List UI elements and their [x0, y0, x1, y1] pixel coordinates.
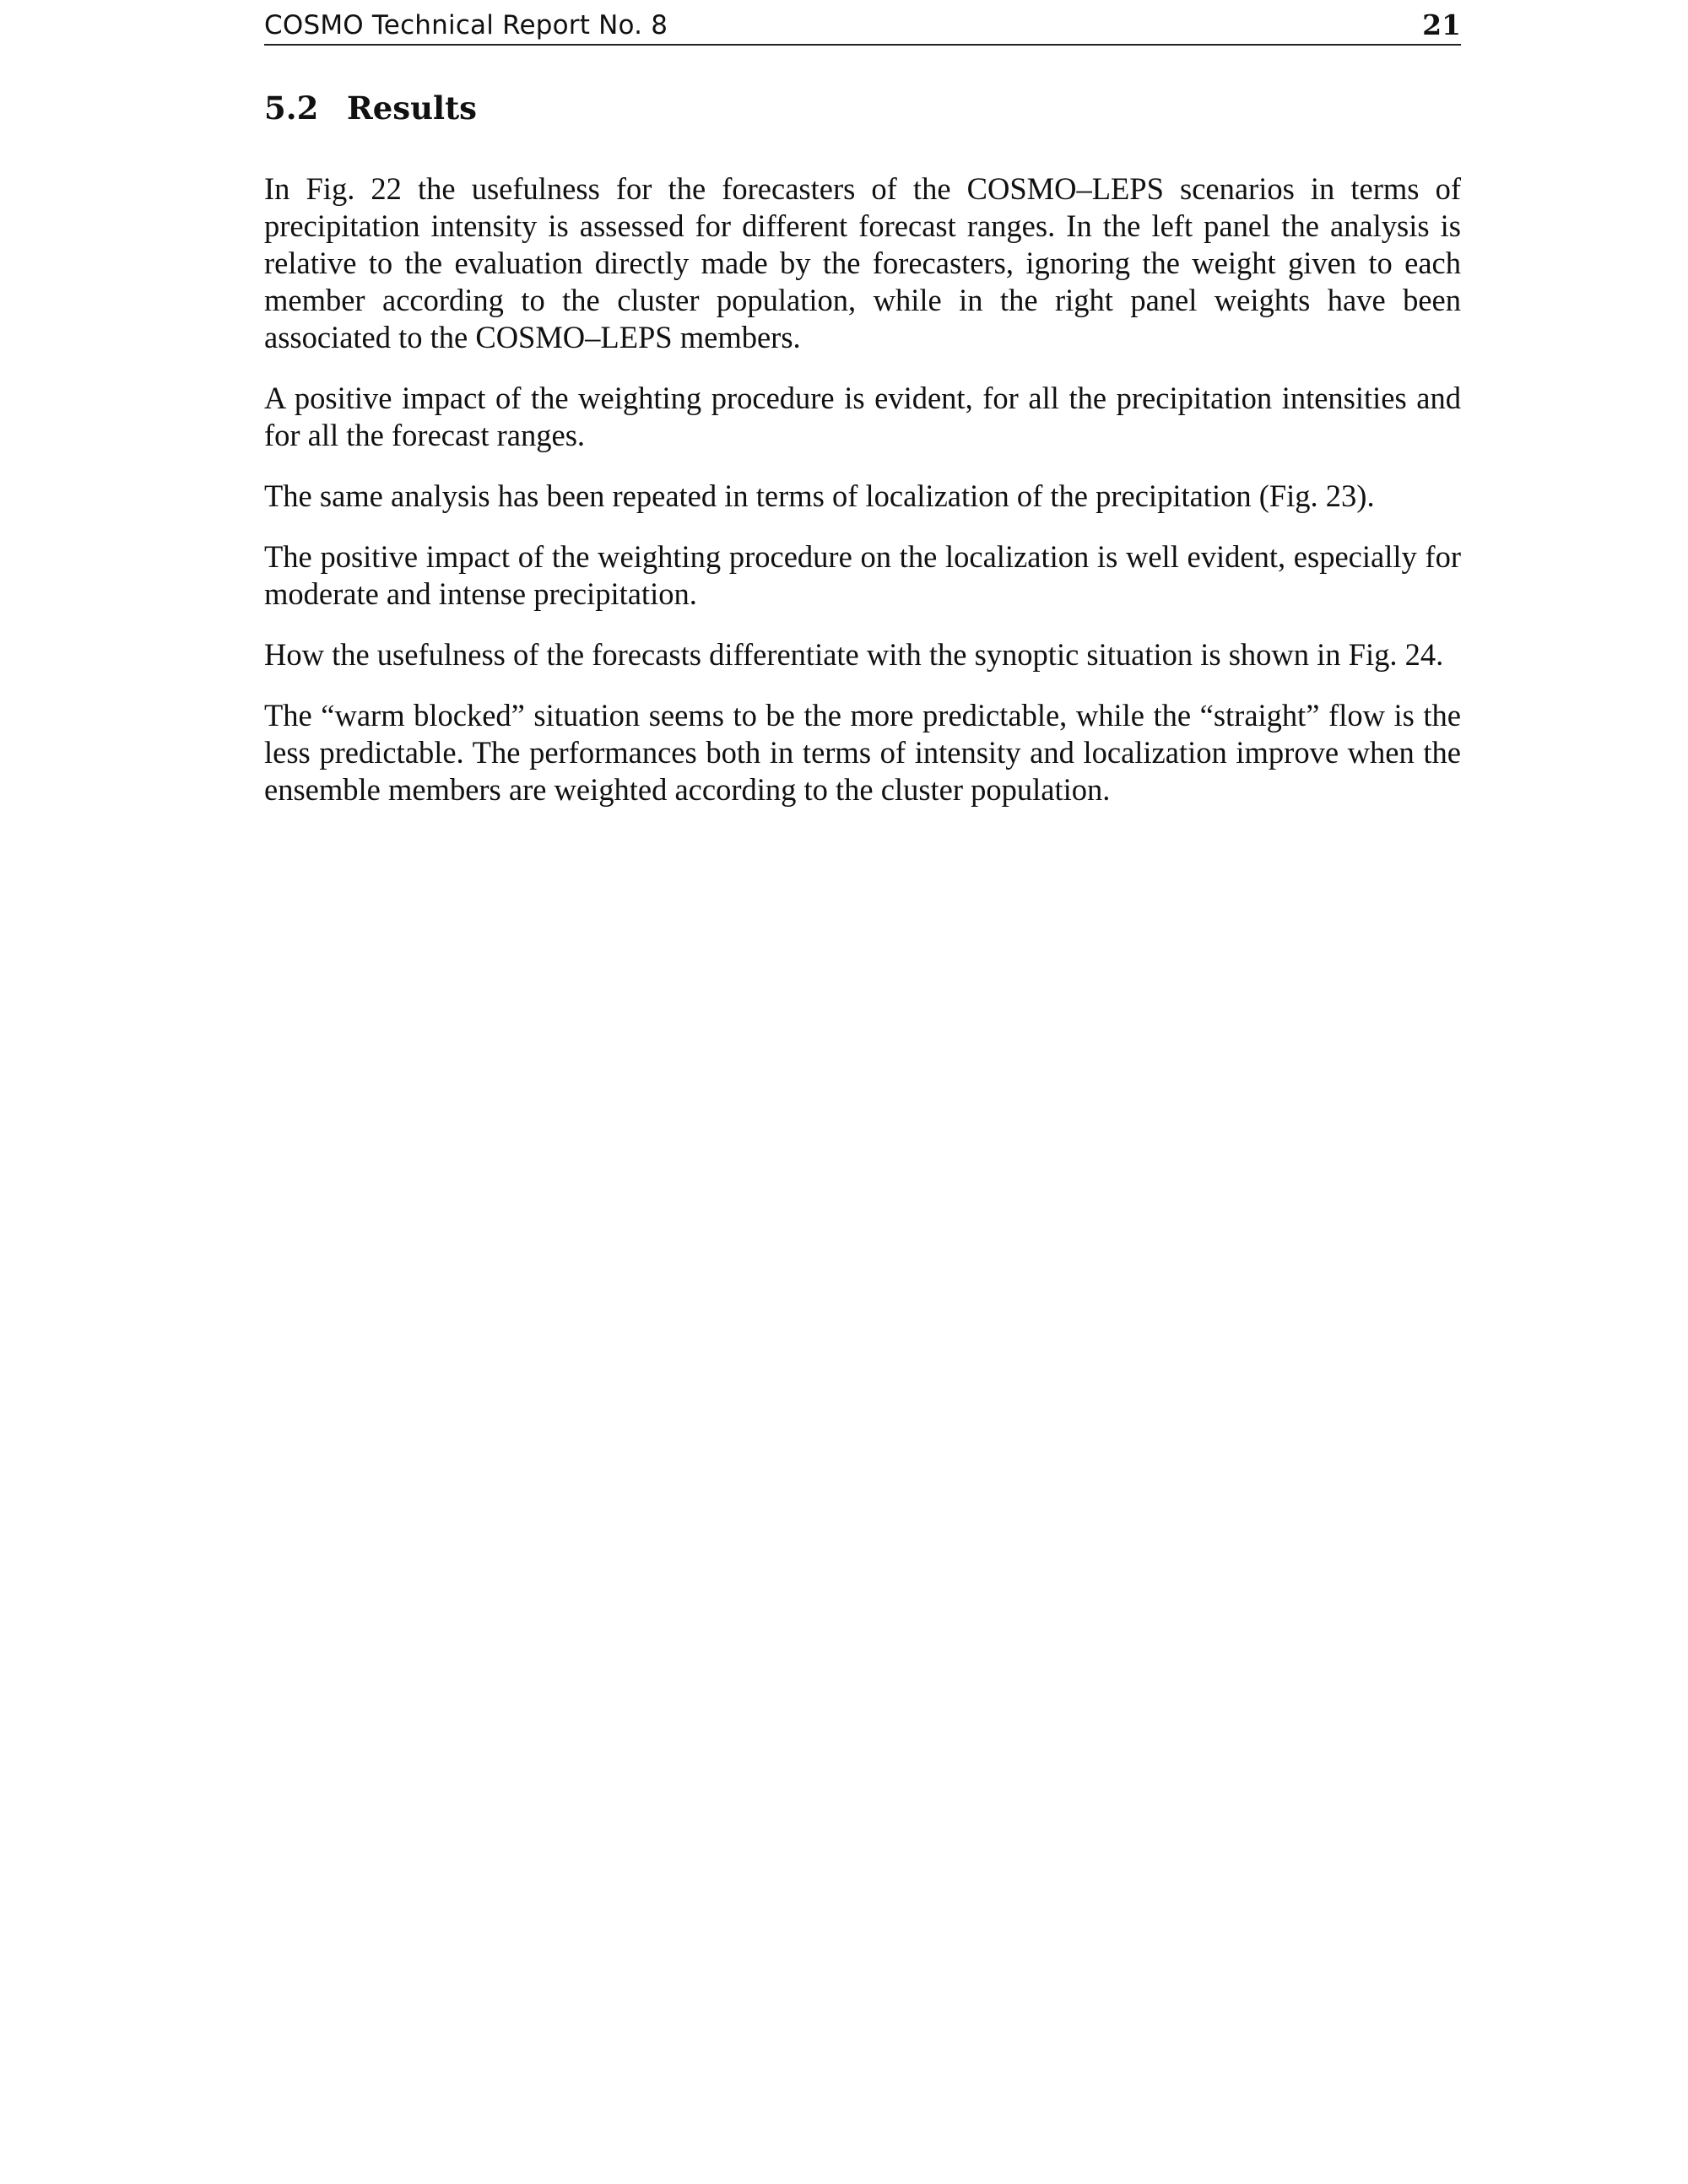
- section-body: [264, 170, 1461, 832]
- section-title: Results: [347, 89, 477, 127]
- section-number: 5.2: [264, 89, 319, 127]
- running-header: [264, 7, 1461, 46]
- running-title: COSMO Technical Report No. 8: [264, 10, 668, 41]
- paragraph-warm-blocked: The “warm blocked” situation seems to be the more predictable, while the “straight” flow is the less predictable. The performances both in terms of intensity and localization improve when the ensemble members are weighted according to the cluster population.: [264, 698, 1461, 807]
- paragraph-synoptic: How the usefulness of the forecasts differentiate with the synoptic situation is shown in Fig. 24.: [264, 637, 1444, 672]
- paragraph-localization-impact: The positive impact of the weighting procedure on the localization is well evident, especially for moderate and intense precipitation.: [264, 539, 1461, 611]
- paragraph-positive-impact: A positive impact of the weighting procedure is evident, for all the precipitation intensities and for all the forecast ranges.: [264, 381, 1461, 452]
- paragraph-intensity: In Fig. 22 the usefulness for the forecasters of the COSMO–LEPS scenarios in terms of precipitation intensity is assessed for different forecast ranges. In the left panel the analysis is relative to the evaluation directly made by the forecasters, ignoring the weight given to each member according to the cluster population, while in the right panel weights have been associated to the COSMO–LEPS members.: [264, 171, 1461, 354]
- section-heading: [264, 89, 477, 127]
- paragraph-localization: The same analysis has been repeated in terms of localization of the precipitation (Fig. 23).: [264, 478, 1375, 513]
- page-number: 21: [1422, 8, 1461, 41]
